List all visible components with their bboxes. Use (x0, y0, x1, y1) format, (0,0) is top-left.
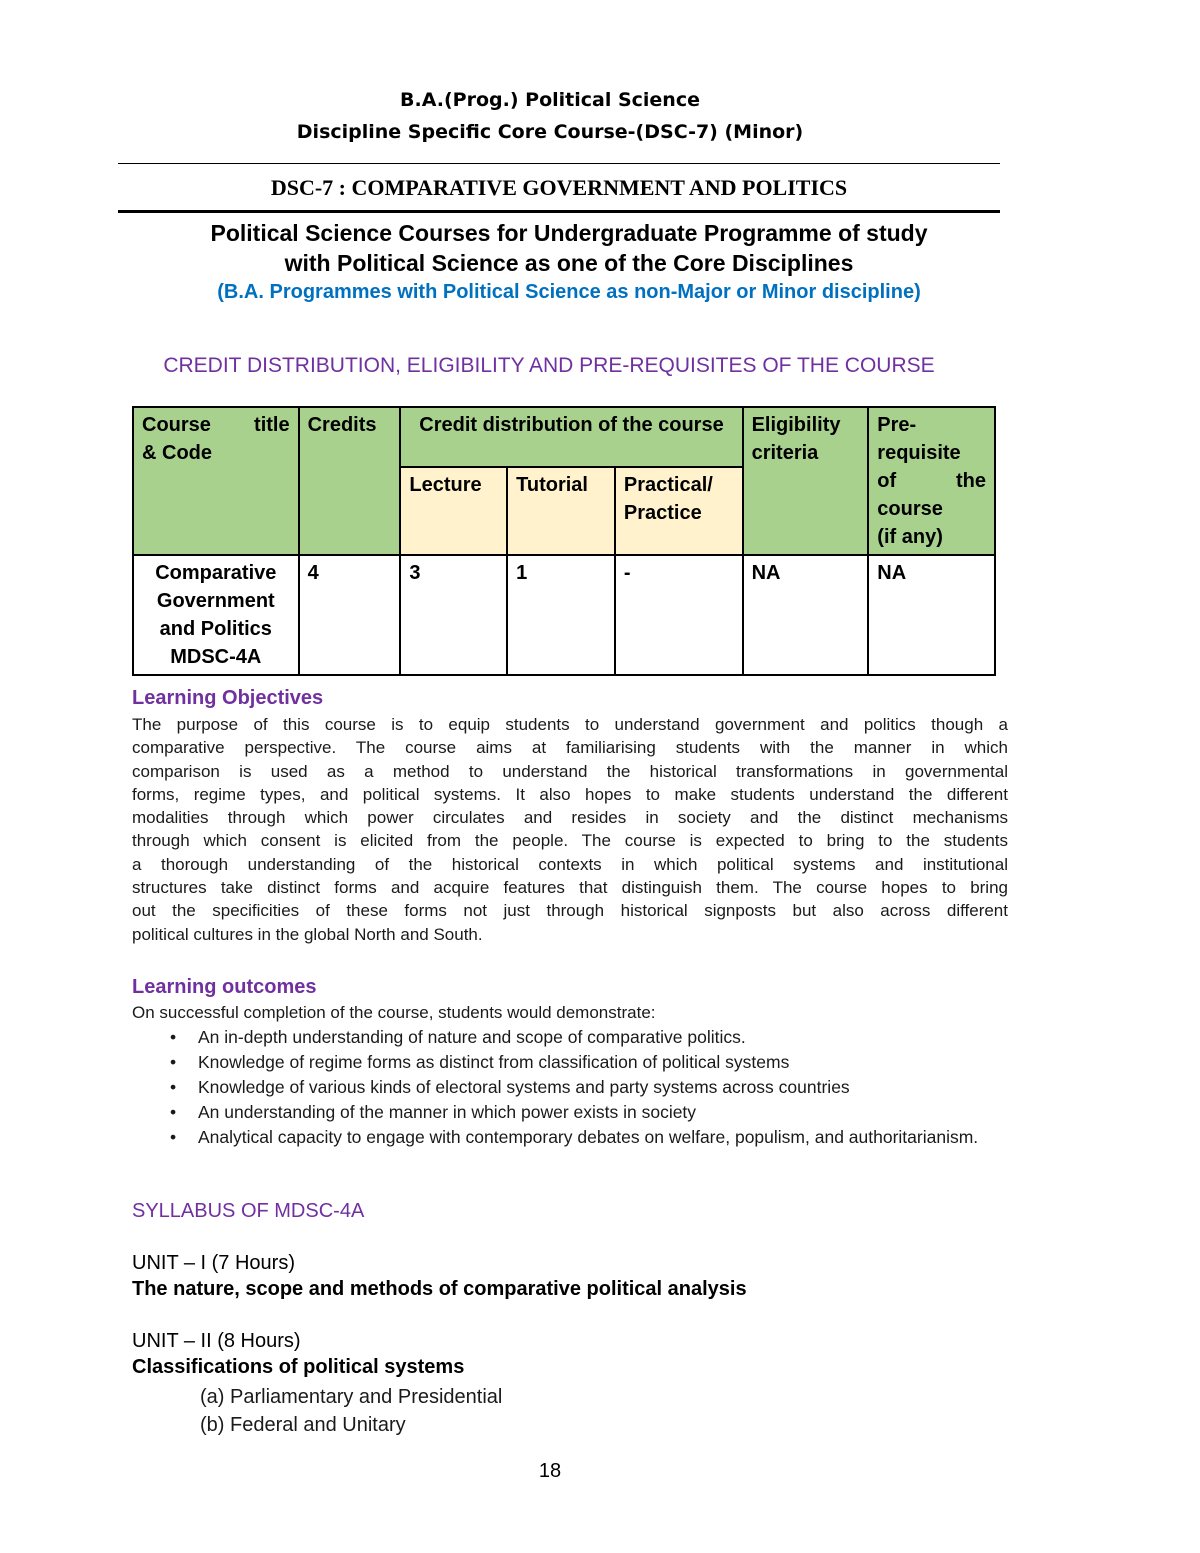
unit-2-label: UNIT – II (8 Hours) (132, 1330, 301, 1352)
credit-table (132, 406, 996, 676)
header-prerequisite-line5: (if any) (877, 526, 943, 548)
bullet-icon: • (170, 1102, 177, 1122)
list-item (132, 1101, 992, 1125)
programme-subtitle: (B.A. Programmes with Political Science as non-Major or Minor discipline) (217, 281, 921, 303)
paragraph-line: modalities through which power circulates and resides in society and the distinct mechanisms (132, 808, 1008, 828)
cell-credits: 4 (299, 555, 401, 675)
top-rule (118, 163, 1000, 164)
unit-1-label: UNIT – I (7 Hours) (132, 1252, 295, 1274)
cell-prerequisite: NA (868, 555, 995, 675)
programme-header: B.A.(Prog.) Political Science (400, 89, 700, 111)
bullet-icon: • (170, 1077, 177, 1097)
paragraph-line: The purpose of this course is to equip students to understand government and politics though a (132, 715, 1008, 734)
header-course-title-code (133, 407, 299, 555)
paragraph-line: comparison is used as a method to understand the historical transformations in governmental (132, 761, 1008, 781)
paragraph-line: political cultures in the global North and South. (132, 924, 483, 944)
learning-objectives-paragraph (132, 713, 1008, 946)
unit-2-item: (a) Parliamentary and Presidential (200, 1386, 503, 1408)
learning-objectives-heading: Learning Objectives (132, 687, 324, 709)
course-title: DSC-7 : COMPARATIVE GOVERNMENT AND POLITICS (270, 175, 848, 200)
cell-lecture: 3 (400, 555, 507, 675)
header-course-title-line2: & Code (142, 442, 212, 464)
list-item-text: Knowledge of various kinds of electoral systems and party systems across countries (198, 1077, 850, 1097)
header-tutorial: Tutorial (507, 467, 615, 555)
table-row (133, 555, 995, 675)
cell-course-title: Comparative Government and Politics MDSC-4A (133, 555, 299, 675)
list-item-text: An understanding of the manner in which power exists in society (198, 1102, 697, 1122)
header-course-title-line1: Course title (142, 414, 290, 436)
paragraph-line: comparative perspective. The course aims at familiarising students with the manner in which (132, 738, 1008, 758)
learning-outcomes-list (132, 1026, 992, 1151)
header-prerequisite-line3: of the (877, 470, 986, 492)
bullet-icon: • (170, 1052, 177, 1072)
header-credits: Credits (299, 407, 401, 555)
bullet-icon: • (170, 1027, 177, 1047)
paragraph-line: a thorough understanding of the historical contexts in which political systems and institutional (132, 854, 1008, 874)
paragraph-line: out the specificities of these forms not just through historical signposts but also across different (132, 901, 1008, 921)
header-prerequisite (868, 407, 995, 555)
paragraph-line: structures take distinct forms and acquire features that distinguish them. The course hopes to bring (132, 878, 1008, 898)
course-type-header: Discipline Specific Core Course-(DSC-7) (Minor) (296, 121, 804, 143)
learning-outcomes-intro: On successful completion of the course, students would demonstrate: (132, 1003, 656, 1022)
header-prerequisite-line4: course (877, 498, 943, 520)
header-practical: Practical/ Practice (615, 467, 743, 555)
unit-2-item: (b) Federal and Unitary (200, 1414, 406, 1436)
list-item (132, 1076, 992, 1100)
syllabus-heading: SYLLABUS OF MDSC-4A (132, 1200, 365, 1222)
cell-practical: - (615, 555, 743, 675)
page-number: 18 (538, 1460, 562, 1482)
paragraph-line: forms, regime types, and political systems. It also hopes to make students understand the different (132, 784, 1008, 804)
programme-title-line1: Political Science Courses for Undergraduate Programme of study (210, 220, 928, 246)
list-item (132, 1126, 992, 1150)
unit-2-title: Classifications of political systems (132, 1356, 465, 1378)
list-item-text: Knowledge of regime forms as distinct from classification of political systems (198, 1052, 790, 1072)
list-item-text: Analytical capacity to engage with contemporary debates on welfare, populism, and authoritarianism. (198, 1127, 979, 1147)
header-lecture: Lecture (400, 467, 507, 555)
list-item (132, 1051, 992, 1075)
header-credit-distribution: Credit distribution of the course (400, 407, 742, 467)
header-prerequisite-line2: requisite (877, 442, 961, 464)
title-rule (118, 210, 1000, 213)
programme-title-line2: with Political Science as one of the Core Disciplines (284, 250, 854, 276)
paragraph-line: through which consent is elicited from the people. The course is expected to bring to the students (132, 831, 1008, 851)
list-item (132, 1026, 992, 1050)
cell-tutorial: 1 (507, 555, 615, 675)
header-eligibility: Eligibility criteria (743, 407, 869, 555)
header-prerequisite-line1: Pre- (877, 414, 917, 436)
learning-outcomes-heading: Learning outcomes (132, 976, 317, 998)
list-item-text: An in-depth understanding of nature and scope of comparative politics. (198, 1027, 746, 1047)
cell-eligibility: NA (743, 555, 869, 675)
credit-distribution-heading: CREDIT DISTRIBUTION, ELIGIBILITY AND PRE-REQUISITES OF THE COURSE (163, 354, 935, 377)
unit-1-title: The nature, scope and methods of comparative political analysis (132, 1278, 747, 1300)
bullet-icon: • (170, 1127, 177, 1147)
